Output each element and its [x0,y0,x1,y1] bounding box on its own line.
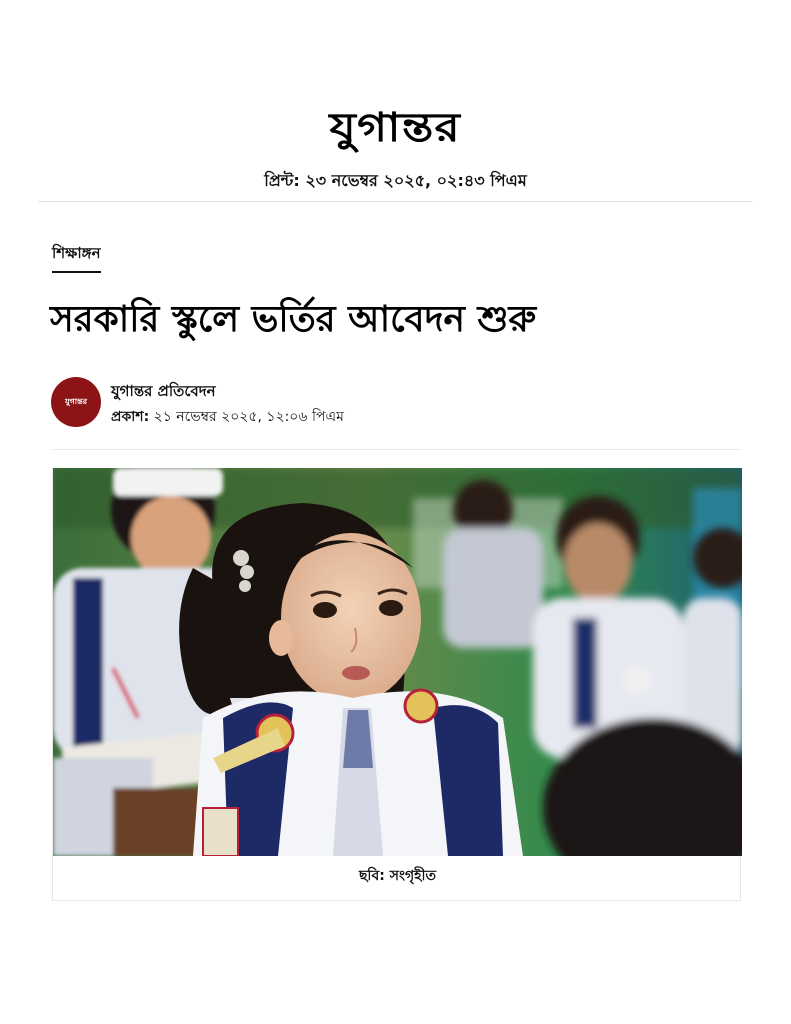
published-date [111,405,344,429]
article-headline: সরকারি স্কুলে ভর্তির আবেদন শুরু [50,299,537,340]
published-value: ২১ নভেম্বর ২০২৫, ১২:০৬ পিএম [153,409,344,425]
article-figure [52,468,741,901]
author-name[interactable]: যুগান্তর প্রতিবেদন [111,382,216,400]
author-avatar [51,377,101,427]
masthead-logo-wrap [0,104,791,152]
author-byline [51,377,741,429]
photo-caption: ছবি: সংগৃহীত [358,868,437,884]
avatar-logo-text: যুগান্তর [64,395,88,406]
site-logo[interactable]: যুগান্তর [329,104,462,151]
header-divider [38,201,753,202]
byline-divider [52,449,741,450]
print-timestamp: প্রিন্ট: ২৩ নভেম্বর ২০২৫, ০২:৪৩ পিএম [264,171,527,190]
category-link[interactable]: শিক্ষাঙ্গন [52,242,101,273]
classroom-photo [53,468,742,856]
published-label: প্রকাশ: [111,409,150,425]
